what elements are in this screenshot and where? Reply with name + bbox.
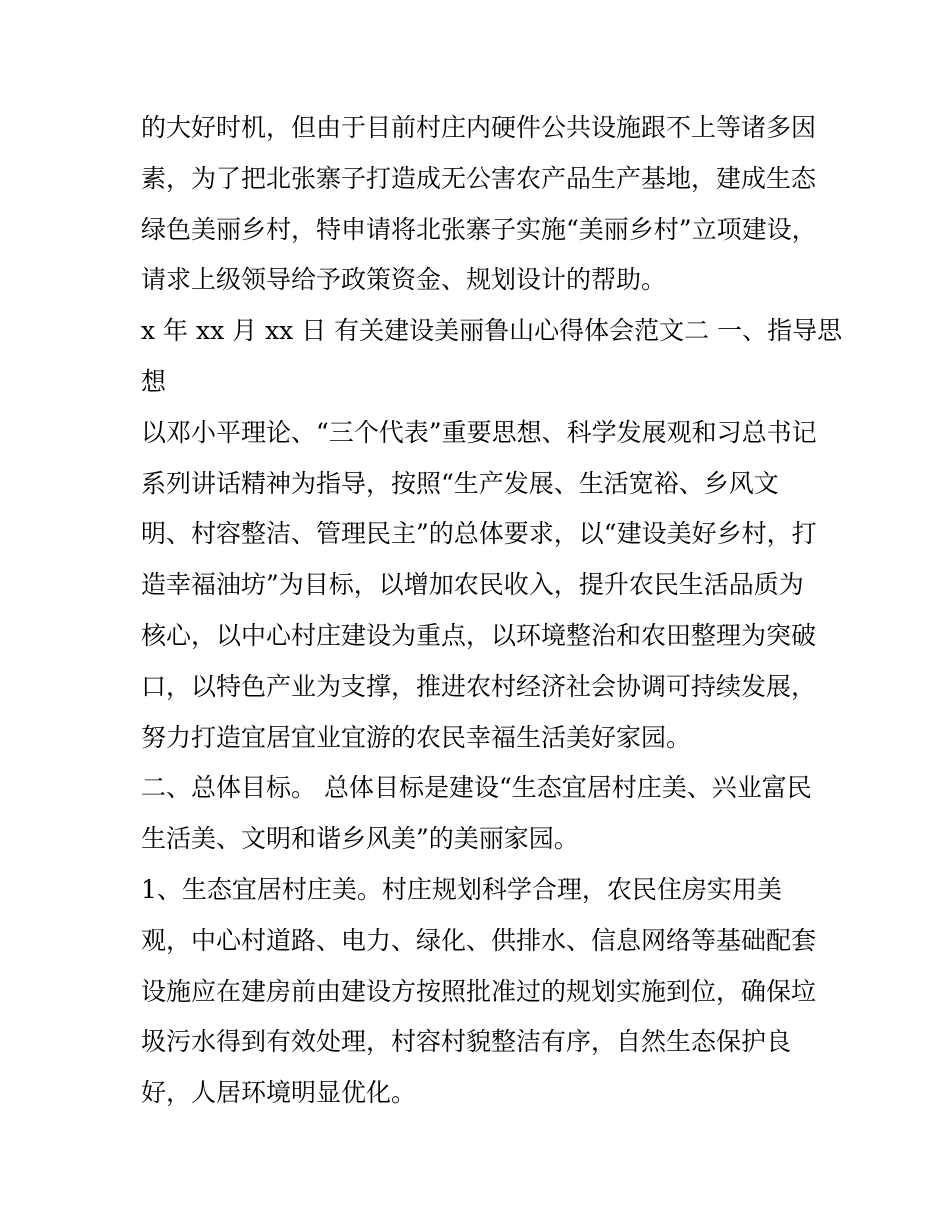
text-line: 明、村容整洁、管理民主”的总体要求，以“建设美好乡村，打 [141, 519, 817, 549]
list-item-line: 1、生态宜居村庄美。村庄规划科学合理，农民住房实用美 [141, 874, 782, 904]
text-line: 的大好时机，但由于目前村庄内硬件公共设施跟不上等诸多因 [141, 113, 817, 142]
text-line: 生活美、文明和谐乡风美”的美丽家园。 [141, 824, 579, 854]
text-line: 绿色美丽乡村，特申请将北张寨子实施“美丽乡村”立项建设， [141, 214, 817, 244]
text-line: 圾污水得到有效处理，村容村貌整洁有序，自然生态保护良 [141, 1027, 792, 1057]
text-line: 素，为了把北张寨子打造成无公害农产品生产基地，建成生态 [141, 163, 817, 193]
text-line: 努力打造宜居宜业宜游的农民幸福生活美好家园。 [141, 722, 692, 752]
text-line: 核心，以中心村庄建设为重点，以环境整治和农田整理为突破 [141, 620, 817, 650]
section-heading-line: x 年 xx 月 xx 日 有关建设美丽鲁山心得体会范文二 一、指导思 [141, 316, 843, 346]
text-line: 设施应在建房前由建设方按照批准过的规划实施到位，确保垃 [141, 976, 817, 1006]
text-line: 系列讲话精神为指导，按照“生产发展、生活宽裕、乡风文 [141, 468, 779, 498]
section-heading-line: 想 [141, 366, 167, 396]
text-line: 造幸福油坊”为目标，以增加农民收入，提升农民生活品质为 [141, 570, 804, 600]
text-line: 好，人居环境明显优化。 [141, 1078, 417, 1108]
section-heading-line: 二、总体目标。 总体目标是建设“生态宜居村庄美、兴业富民 [141, 773, 812, 803]
text-line: 观，中心村道路、电力、绿化、供排水、信息网络等基础配套 [141, 925, 817, 955]
text-line: 请求上级领导给予政策资金、规划设计的帮助。 [141, 265, 667, 295]
text-line: 以邓小平理论、“三个代表”重要思想、科学发展观和习总书记 [141, 417, 817, 447]
document-body [141, 103, 843, 1119]
text-line: 口，以特色产业为支撑，推进农村经济社会协调可持续发展， [141, 671, 817, 701]
